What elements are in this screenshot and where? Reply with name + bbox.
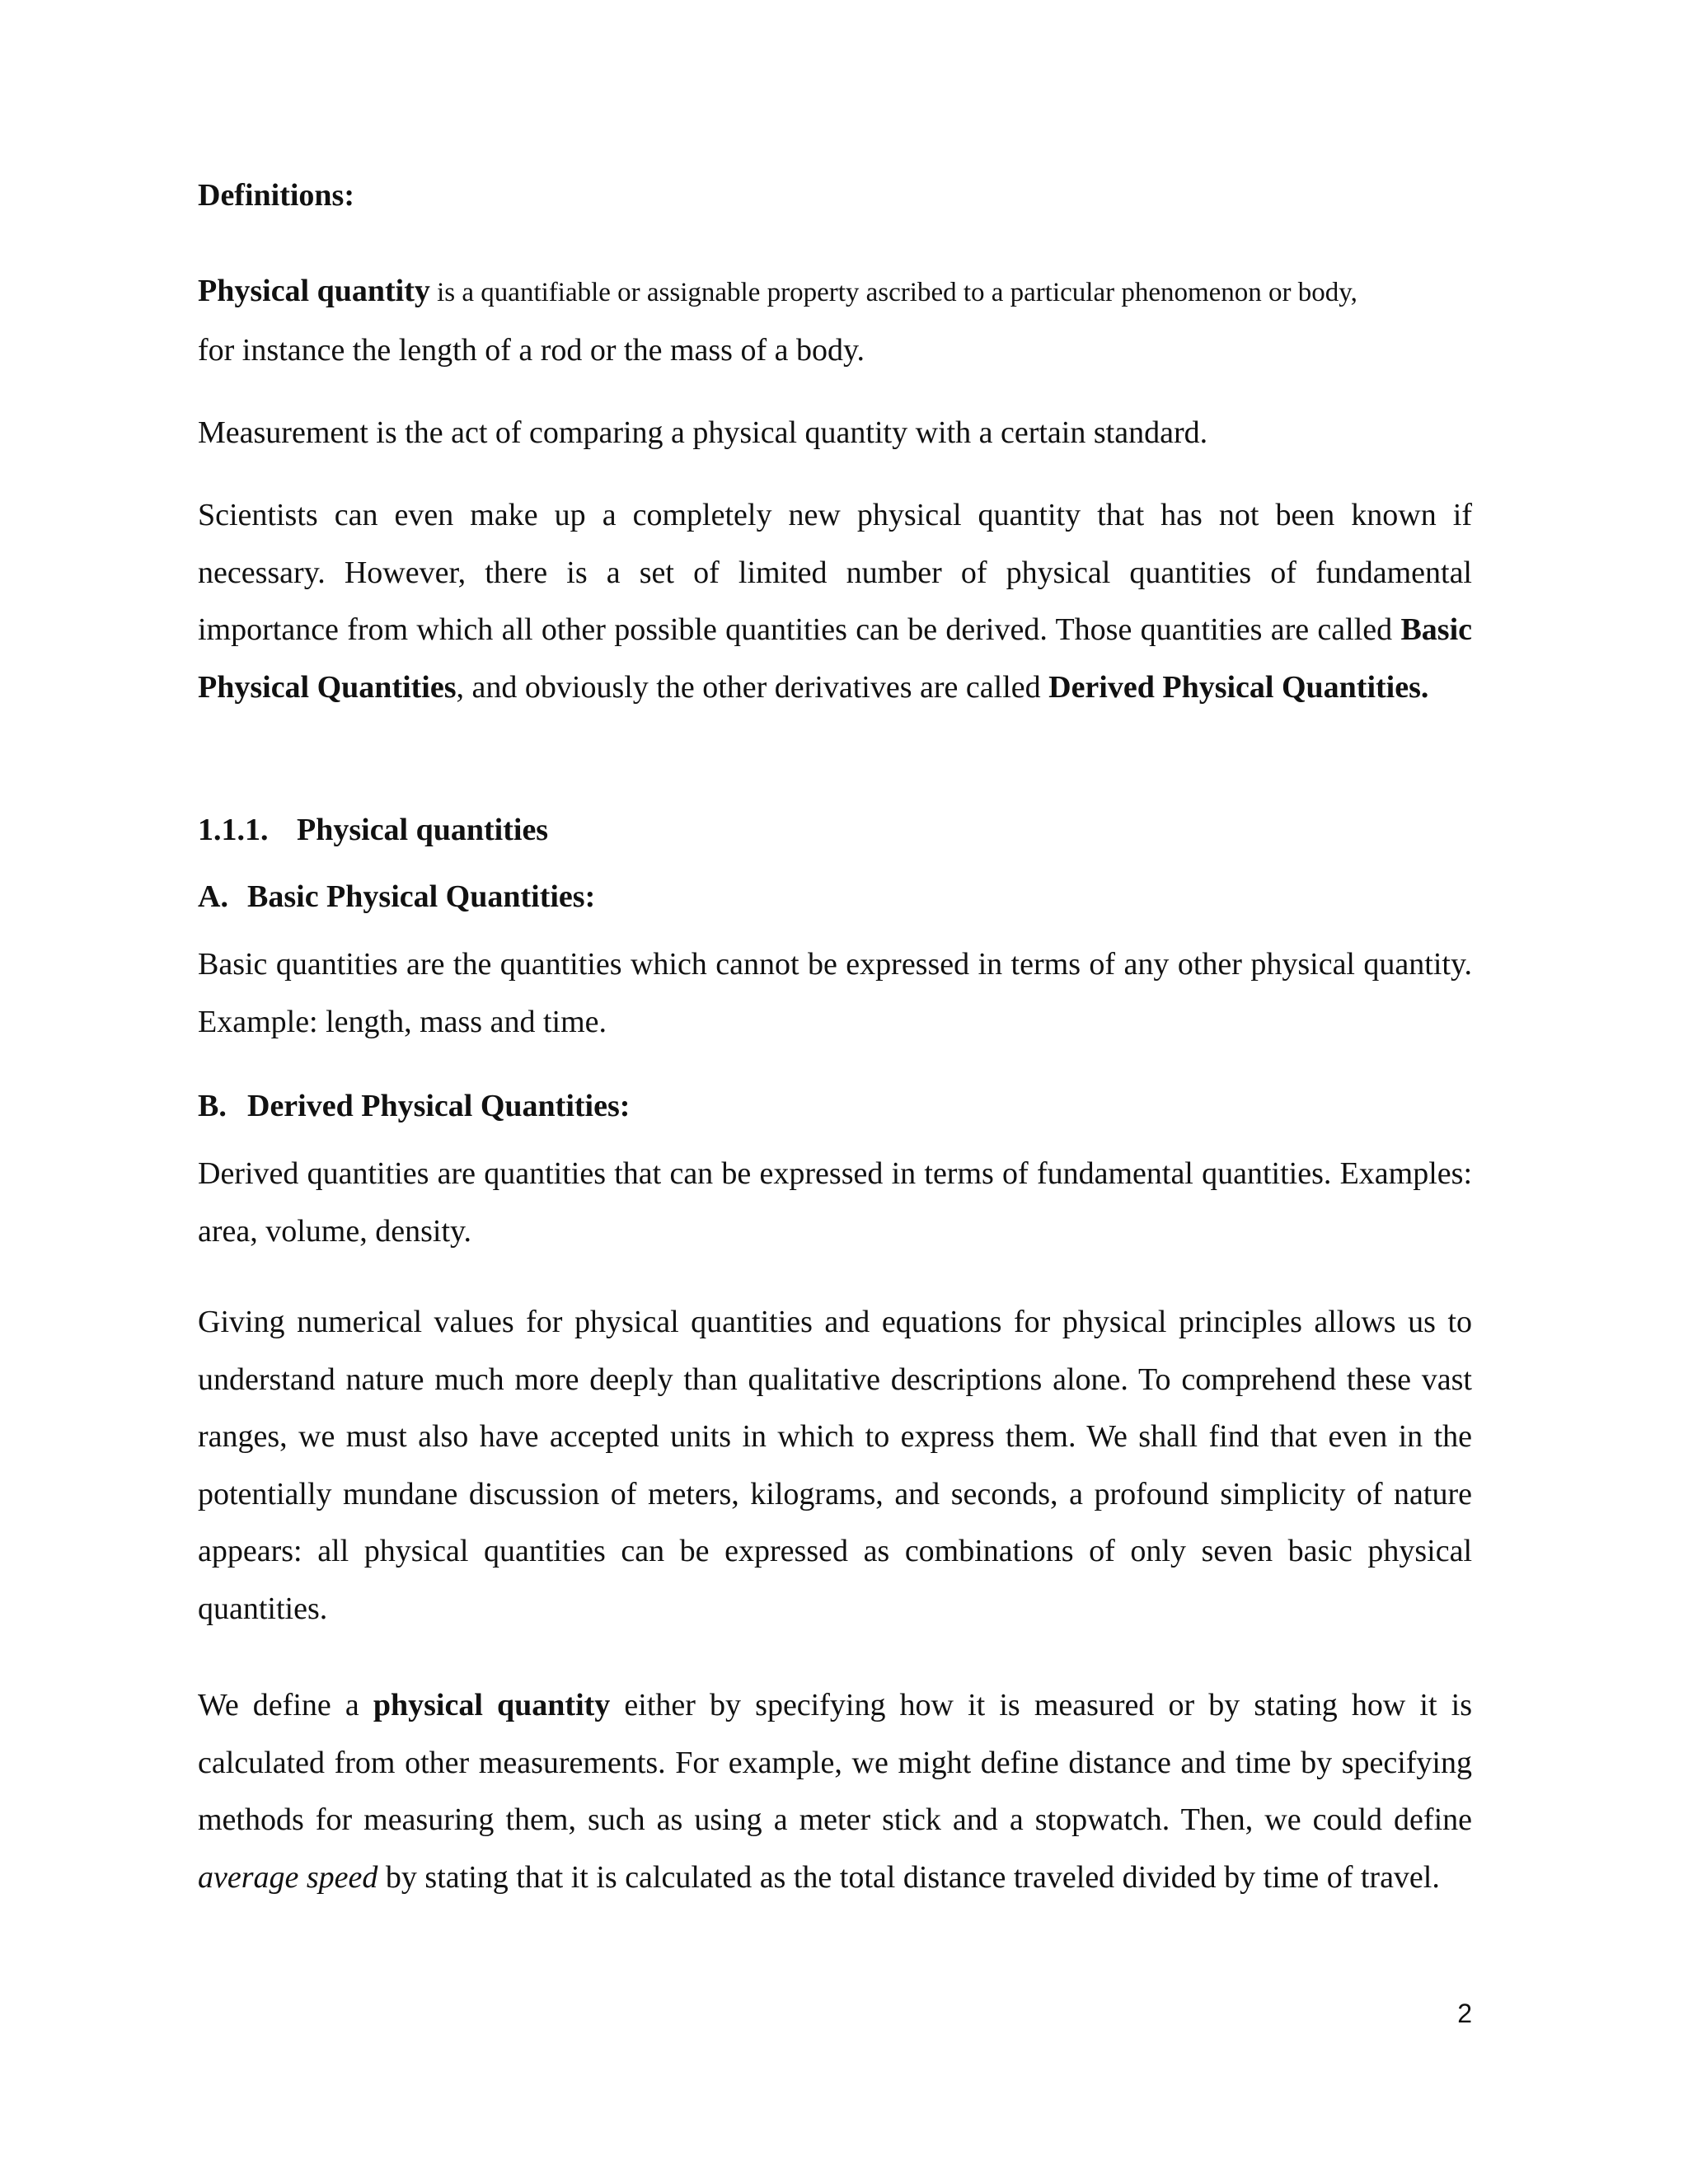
- paragraph-numerical-values: Giving numerical values for physical quantities and equations for physical principles allows us to understand nature much more deeply than qualitative descriptions alone. To comprehend these vast ranges, we must also have accepted units in which to express them. We shall find that even in the potentially mundane discussion of meters, kilograms, and seconds, a profound simplicity of nature appears: all physical quantities can be expressed as combinations of only seven basic physical quantities.: [198, 1305, 1472, 1626]
- subheading-basic: [198, 877, 1472, 916]
- section-title: Physical quantities: [297, 813, 549, 847]
- subheading-derived: [198, 1086, 1472, 1126]
- subheading-letter: B.: [198, 1089, 227, 1123]
- paragraph-text: Scientists can even make up a completely new physical quantity that has not been known if necessary. However, there is a set of limited number of physical quantities of fundamental importance from which all other possible quantities can be derived. Those quantities are called: [198, 498, 1472, 647]
- term-physical-quantity: Physical quantity: [198, 274, 430, 308]
- page-number: 2: [1457, 1999, 1472, 2028]
- definition-example: for instance the length of a rod or the mass of a body.: [198, 332, 865, 368]
- definition-text: is a quantifiable or assignable property ascribed to a particular phenomenon or body,: [429, 278, 1357, 307]
- paragraph-derived-quantities: Derived quantities are quantities that can be expressed in terms of fundamental quantities. Examples: area, volume, density.: [198, 1156, 1472, 1249]
- paragraph-basic-quantities: Basic quantities are the quantities which cannot be expressed in terms of any other physical quantity. Example: length, mass and time.: [198, 947, 1472, 1039]
- paragraph-physical-quantity-definition: [198, 263, 1472, 379]
- term-basic-physical-quantities: Basic Physical Quantities: [198, 612, 1472, 705]
- paragraph-text: We define a: [198, 1688, 373, 1722]
- subheading-letter: A.: [198, 879, 228, 914]
- term-average-speed: average speed: [198, 1859, 378, 1895]
- paragraph-text: , and obviously the other derivatives are called: [456, 669, 1049, 705]
- heading-definitions: Definitions:: [198, 178, 354, 213]
- term-physical-quantity: physical quantity: [373, 1688, 611, 1722]
- section-number: 1.1.1.: [198, 813, 269, 847]
- section-heading: [198, 810, 1472, 850]
- paragraph-text: by stating that it is calculated as the total distance traveled divided by time of travel.: [377, 1859, 1440, 1895]
- subheading-title: Derived Physical Quantities:: [247, 1089, 631, 1123]
- paragraph-measurement: Measurement is the act of comparing a physical quantity with a certain standard.: [198, 415, 1208, 450]
- paragraph-define-physical-quantity: [198, 1677, 1472, 1906]
- subheading-title: Basic Physical Quantities:: [247, 879, 596, 914]
- term-derived-physical-quantities: Derived Physical Quantities.: [1048, 669, 1429, 705]
- paragraph-scientists: [198, 487, 1472, 716]
- paragraph-text: either by specifying how it is measured or by stating how it is calculated from other measurements. For example, we might define distance and time by specifying methods for measuring them, such as using a meter stick and a stopwatch. Then, we could define: [198, 1688, 1473, 1837]
